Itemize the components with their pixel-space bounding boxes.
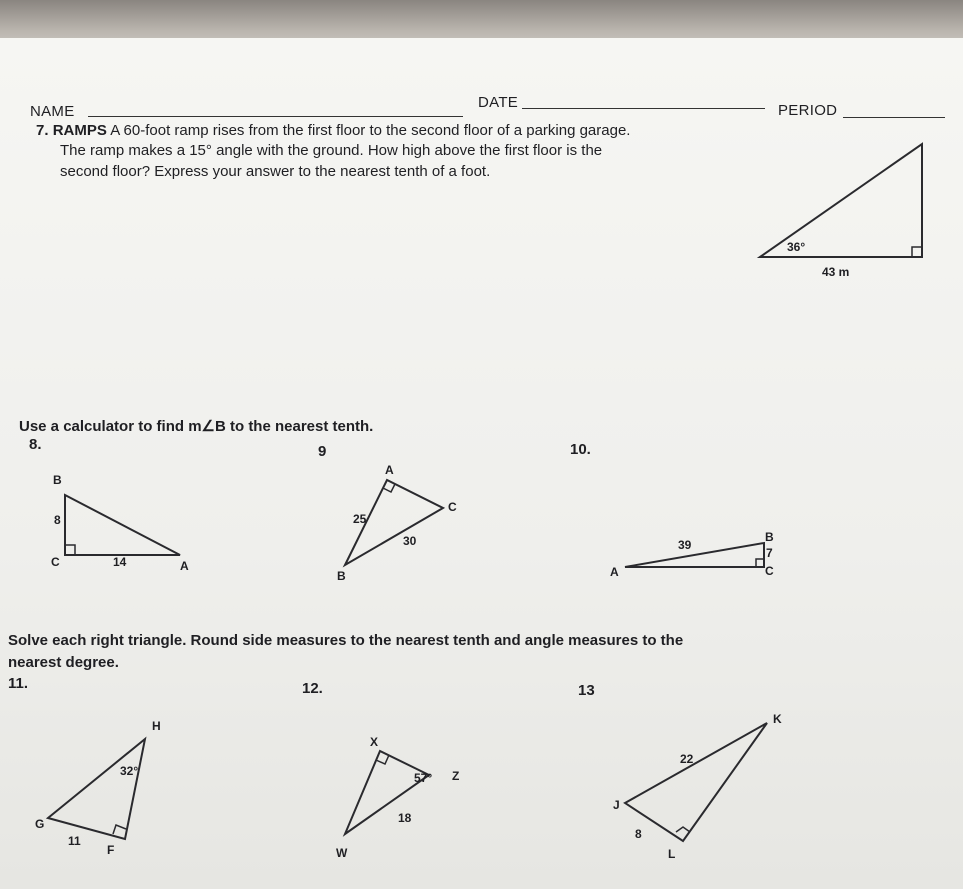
section-2-instruction-line1: Solve each right triangle. Round side measures to the nearest tenth and angle measures to the — [8, 632, 684, 649]
triangle-shape — [48, 739, 145, 839]
problem-7-text1: A 60-foot ramp rises from the first floor to the second floor of a parking garage. — [110, 122, 631, 139]
side-ca-label: 14 — [113, 555, 127, 569]
name-label: NAME — [30, 103, 75, 120]
vertex-c-label: C — [51, 555, 60, 569]
problem-7-line1 — [36, 122, 630, 139]
problem-12-number: 12. — [302, 680, 323, 697]
vertex-a-label: A — [385, 463, 394, 477]
triangle-shape — [345, 751, 429, 834]
problem-7-number: 7. — [36, 122, 49, 139]
problem-10-number: 10. — [570, 441, 591, 458]
right-angle-mark — [912, 247, 922, 257]
right-angle-mark — [65, 545, 75, 555]
side-gf-label: 11 — [68, 834, 81, 848]
side-ab-label: 39 — [678, 538, 692, 552]
side-bc-label: 8 — [54, 513, 61, 527]
vertex-w-label: W — [336, 846, 348, 860]
problem-9-number: 9 — [318, 443, 327, 460]
angle-label: 57° — [414, 771, 433, 785]
problem-9-figure — [330, 460, 480, 590]
vertex-b-label: B — [337, 569, 346, 583]
vertex-z-label: Z — [452, 769, 460, 783]
triangle-shape — [65, 495, 180, 555]
side-zw-label: 18 — [398, 811, 412, 825]
problem-8-number: 8. — [29, 436, 42, 453]
vertex-c-label: C — [765, 564, 774, 578]
triangle-shape — [625, 543, 764, 567]
period-label: PERIOD — [778, 102, 838, 119]
vertex-x-label: X — [370, 735, 379, 749]
triangle-shape — [760, 144, 922, 257]
angle-label: 32° — [120, 764, 139, 778]
right-angle-mark — [113, 825, 126, 834]
date-blank[interactable] — [522, 108, 765, 109]
problem-11-figure — [30, 712, 180, 862]
problem-13-figure — [610, 705, 800, 865]
vertex-j-label: J — [613, 798, 620, 812]
problem-7-figure — [750, 140, 940, 290]
side-label: 43 m — [822, 265, 850, 279]
side-jl-label: 8 — [635, 827, 642, 841]
vertex-l-label: L — [668, 847, 676, 861]
vertex-c-label: C — [448, 500, 457, 514]
problem-7-line3: second floor? Express your answer to the nearest tenth of a foot. — [60, 163, 491, 180]
side-ab-label: 25 — [353, 512, 367, 526]
vertex-a-label: A — [610, 565, 619, 579]
vertex-b-label: B — [53, 473, 62, 487]
vertex-g-label: G — [35, 817, 45, 831]
side-ac-label: 30 — [403, 534, 417, 548]
name-blank[interactable] — [88, 116, 463, 117]
side-bc-label: 7 — [766, 546, 773, 560]
right-angle-mark — [676, 827, 690, 832]
problem-13-number: 13 — [578, 682, 595, 699]
problem-11-number: 11. — [8, 675, 29, 692]
period-blank[interactable] — [843, 117, 945, 118]
date-label: DATE — [478, 94, 519, 111]
section-2-instruction-line2: nearest degree. — [8, 654, 119, 671]
vertex-h-label: H — [152, 719, 161, 733]
triangle-shape — [625, 723, 767, 841]
problem-10-figure — [600, 528, 790, 588]
vertex-f-label: F — [107, 843, 115, 857]
side-jk-label: 22 — [680, 752, 694, 766]
problem-8-figure — [40, 470, 210, 580]
problem-7-keyword: RAMPS — [52, 122, 107, 139]
angle-label: 36° — [787, 240, 806, 254]
vertex-b-label: B — [765, 530, 774, 544]
problem-12-figure — [330, 730, 480, 870]
right-angle-mark — [756, 559, 764, 567]
section-1-instruction: Use a calculator to find m∠B to the nearest tenth. — [19, 418, 374, 435]
problem-7-line2: The ramp makes a 15° angle with the ground. How high above the first floor is the — [60, 142, 603, 159]
vertex-a-label: A — [180, 559, 189, 573]
vertex-k-label: K — [773, 712, 782, 726]
